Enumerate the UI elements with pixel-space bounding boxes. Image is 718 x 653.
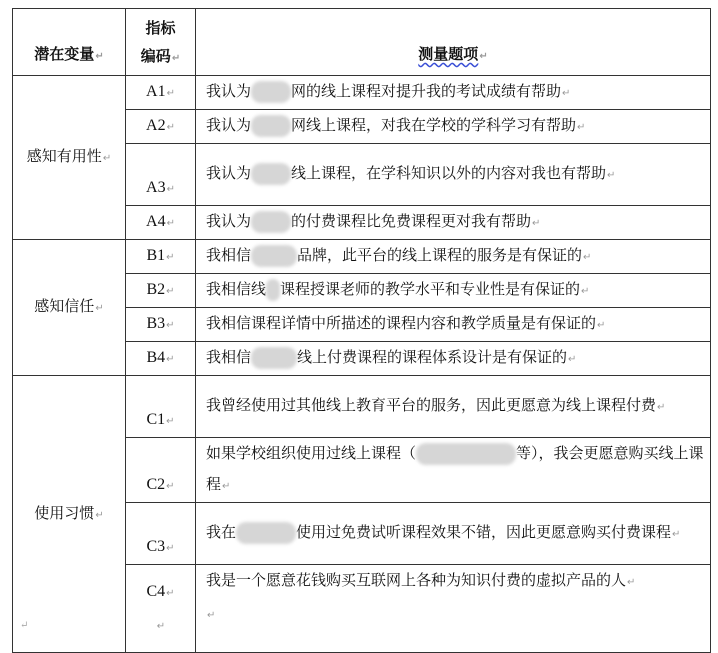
- item-text: 我在 使用过免费试听课程效果不错，因此更愿意购买付费课程↵: [196, 503, 711, 565]
- item-code: A1↵: [126, 76, 196, 110]
- redacted-block: [251, 81, 291, 103]
- redacted-block: [236, 522, 296, 544]
- header-indicator-code: [126, 9, 196, 76]
- table-row: [13, 76, 711, 110]
- paragraph-mark-icon: ↵: [479, 51, 488, 62]
- group-label-perceived-usefulness: 感知有用性↵: [13, 76, 126, 240]
- item-text: 我曾经使用过其他线上教育平台的服务，因此更愿意为线上课程付费↵: [196, 376, 711, 438]
- header-latent-variable: [13, 9, 126, 76]
- redacted-block: [251, 211, 291, 233]
- item-text: 我认为 网的线上课程对提升我的考试成绩有帮助↵: [196, 76, 711, 110]
- paragraph-mark-icon: ↵: [20, 620, 29, 631]
- item-code: B3↵: [126, 308, 196, 342]
- redacted-block: [251, 115, 291, 137]
- item-code: A2↵: [126, 110, 196, 144]
- header-measurement-item: [196, 9, 711, 76]
- group-label-usage-habit: 使用习惯↵: [13, 376, 126, 653]
- header-code-line1: 指标: [145, 19, 176, 37]
- header-measurement-item-text: 测量题项: [418, 45, 479, 63]
- item-code: C2↵: [126, 438, 196, 503]
- item-text: 我是一个愿意花钱购买互联网上各种为知识付费的虚拟产品的人↵ ↵: [196, 565, 711, 653]
- header-code-line2: 编码: [140, 47, 171, 65]
- item-code: C1↵: [126, 376, 196, 438]
- item-text: 我相信 品牌，此平台的线上课程的服务是有保证的↵: [196, 240, 711, 274]
- item-code: C4↵ ↵: [126, 565, 196, 653]
- redacted-block: [251, 245, 297, 267]
- item-code: B2↵: [126, 274, 196, 308]
- redacted-block: [251, 347, 297, 369]
- paragraph-mark-icon: ↵: [171, 53, 181, 64]
- header-row: [13, 9, 711, 76]
- item-text: 我认为 的付费课程比免费课程更对我有帮助↵: [196, 206, 711, 240]
- table-row: [13, 240, 711, 274]
- item-text: 我认为 网线上课程，对我在学校的学科学习有帮助↵: [196, 110, 711, 144]
- item-text: 我认为 线上课程，在学科知识以外的内容对我也有帮助↵: [196, 144, 711, 206]
- item-text: 我相信线 课程授课老师的教学水平和专业性是有保证的↵: [196, 274, 711, 308]
- redacted-block: [416, 443, 516, 465]
- paragraph-mark-icon: ↵: [95, 303, 104, 314]
- item-code: C3↵: [126, 503, 196, 565]
- item-text: 我相信课程详情中所描述的课程内容和教学质量是有保证的↵: [196, 308, 711, 342]
- redacted-block: [251, 163, 291, 185]
- item-code: B1↵: [126, 240, 196, 274]
- redacted-block: [266, 279, 280, 301]
- paragraph-mark-icon: ↵: [102, 153, 112, 164]
- paragraph-mark-icon: ↵: [95, 509, 104, 521]
- table-row: [13, 376, 711, 438]
- measurement-items-table: [12, 8, 711, 653]
- item-code: A3↵: [126, 144, 196, 206]
- paragraph-mark-icon: ↵: [207, 610, 216, 621]
- group-label-perceived-trust: 感知信任↵: [13, 240, 126, 376]
- header-latent-variable-text: 潜在变量: [34, 45, 95, 63]
- paragraph-mark-icon: ↵: [156, 620, 166, 632]
- item-code: A4↵: [126, 206, 196, 240]
- item-text: 我相信 线上付费课程的课程体系设计是有保证的↵: [196, 342, 711, 376]
- paragraph-mark-icon: ↵: [95, 51, 104, 62]
- item-code: B4↵: [126, 342, 196, 376]
- item-text: 如果学校组织使用过线上课程（ 等），我会更愿意购买线上课程↵: [196, 438, 711, 503]
